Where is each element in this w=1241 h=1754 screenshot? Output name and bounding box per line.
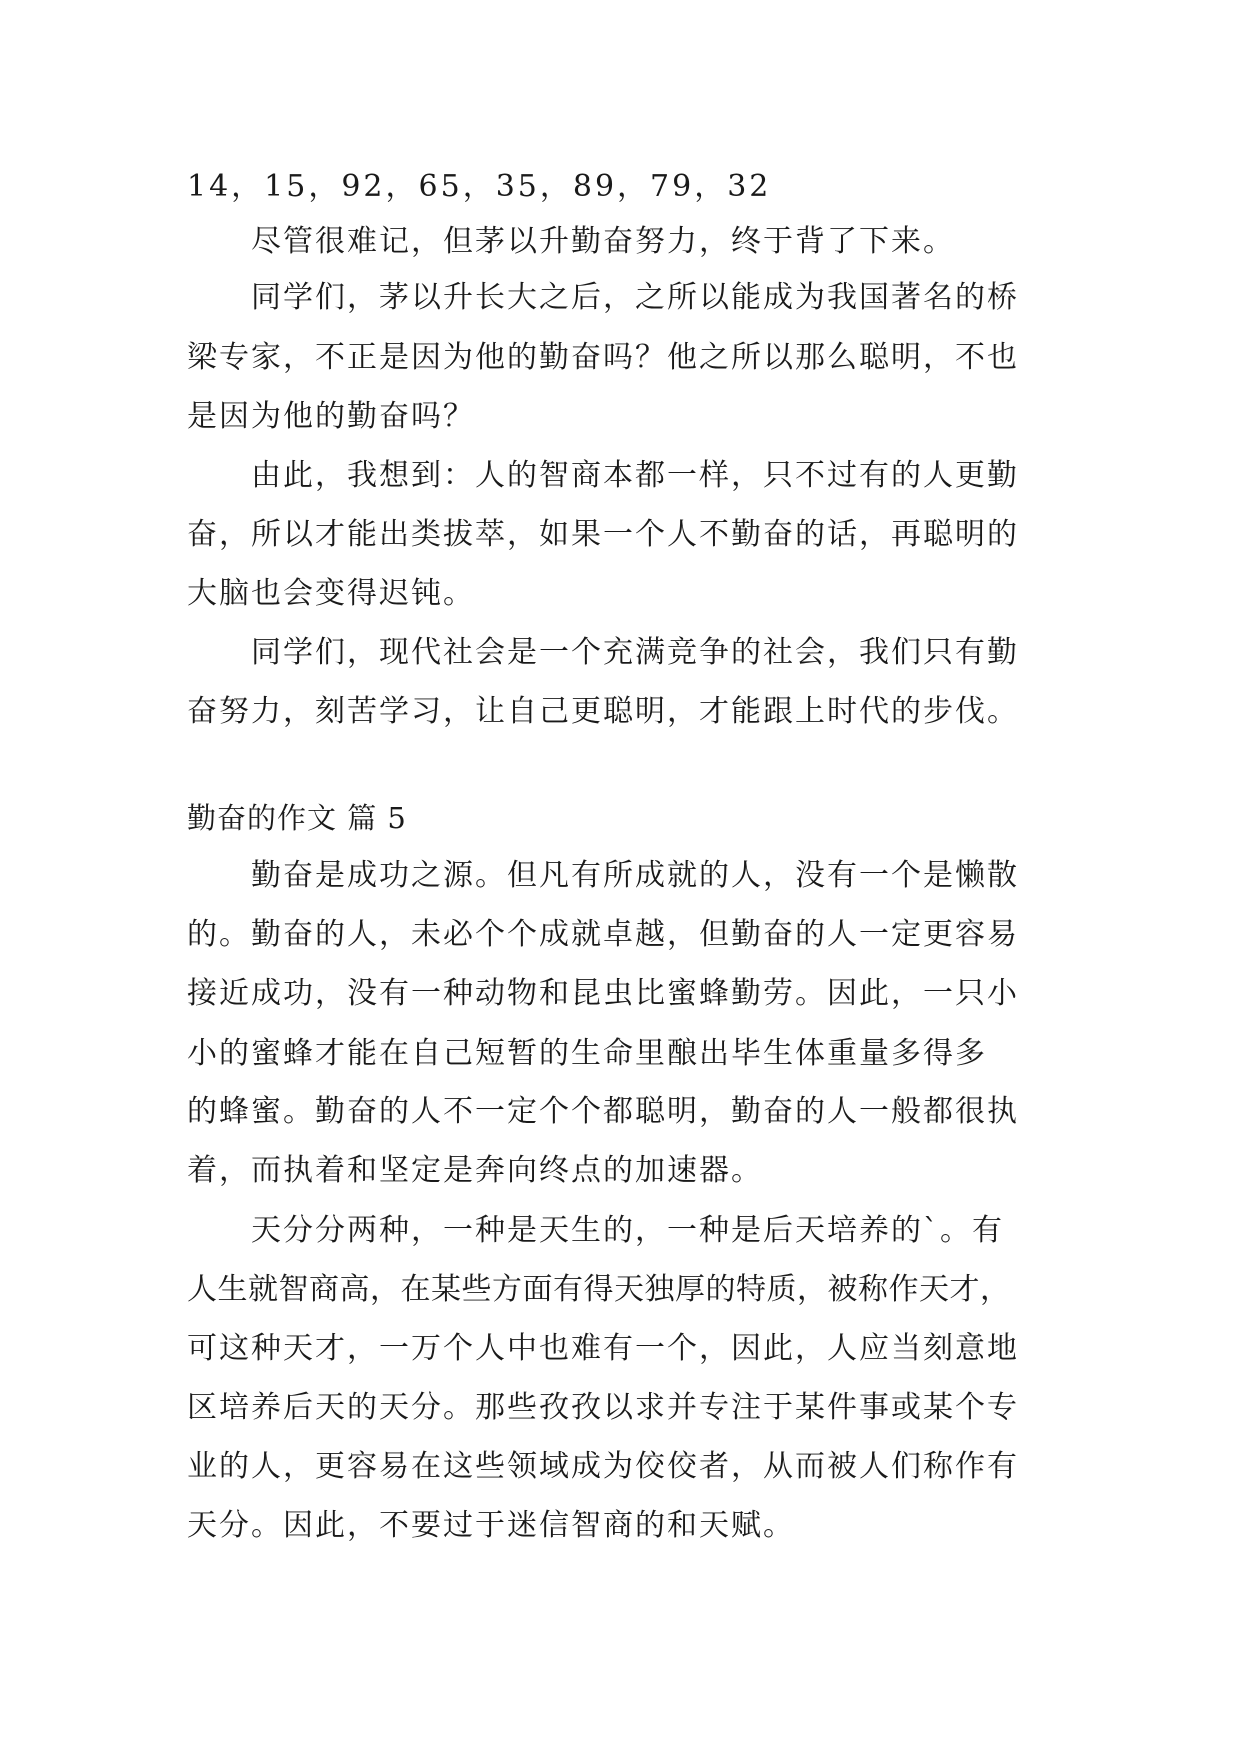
paragraph-line: 梁专家，不正是因为他的勤奋吗？他之所以那么聪明，不也 — [187, 340, 1019, 375]
paragraph-line: 着，而执着和坚定是奔向终点的加速器。 — [187, 1153, 763, 1188]
paragraph-line: 人生就智商高，在某些方面有得天独厚的特质，被称作天才， — [187, 1272, 1011, 1307]
paragraph-line: 业的人，更容易在这些领域成为佼佼者，从而被人们称作有 — [187, 1449, 1019, 1484]
paragraph-line: 的。勤奋的人，未必个个成就卓越，但勤奋的人一定更容易 — [187, 917, 1019, 952]
paragraph-line: 奋，所以才能出类拔萃，如果一个人不勤奋的话，再聪明的 — [187, 517, 1019, 552]
paragraph-line: 尽管很难记，但茅以升勤奋努力，终于背了下来。 — [251, 224, 955, 259]
paragraph-line: 奋努力，刻苦学习，让自己更聪明，才能跟上时代的步伐。 — [187, 694, 1019, 729]
paragraph-line: 接近成功，没有一种动物和昆虫比蜜蜂勤劳。因此，一只小 — [187, 976, 1019, 1011]
section-heading: 勤奋的作文 篇 5 — [187, 801, 407, 835]
paragraph-line: 的蜂蜜。勤奋的人不一定个个都聪明，勤奋的人一般都很执 — [187, 1094, 1019, 1129]
paragraph-line: 由此，我想到：人的智商本都一样，只不过有的人更勤 — [251, 458, 1019, 493]
paragraph-line: 小的蜜蜂才能在自己短暂的生命里酿出毕生体重量多得多 — [187, 1036, 987, 1071]
paragraph-line: 天分。因此，不要过于迷信智商的和天赋。 — [187, 1508, 795, 1543]
paragraph-line: 同学们，现代社会是一个充满竞争的社会，我们只有勤 — [251, 635, 1019, 670]
paragraph-line: 勤奋是成功之源。但凡有所成就的人，没有一个是懒散 — [251, 858, 1019, 893]
paragraph-line: 同学们，茅以升长大之后，之所以能成为我国著名的桥 — [251, 280, 1019, 315]
number-sequence-line: 14，15，92，65，35，89，79，32 — [187, 169, 772, 204]
paragraph-line: 区培养后天的天分。那些孜孜以求并专注于某件事或某个专 — [187, 1390, 1019, 1425]
paragraph-line: 可这种天才，一万个人中也难有一个，因此，人应当刻意地 — [187, 1331, 1019, 1366]
paragraph-line: 是因为他的勤奋吗？ — [187, 399, 475, 434]
paragraph-line: 天分分两种，一种是天生的，一种是后天培养的`。有 — [251, 1213, 1004, 1248]
paragraph-line: 大脑也会变得迟钝。 — [187, 576, 475, 611]
